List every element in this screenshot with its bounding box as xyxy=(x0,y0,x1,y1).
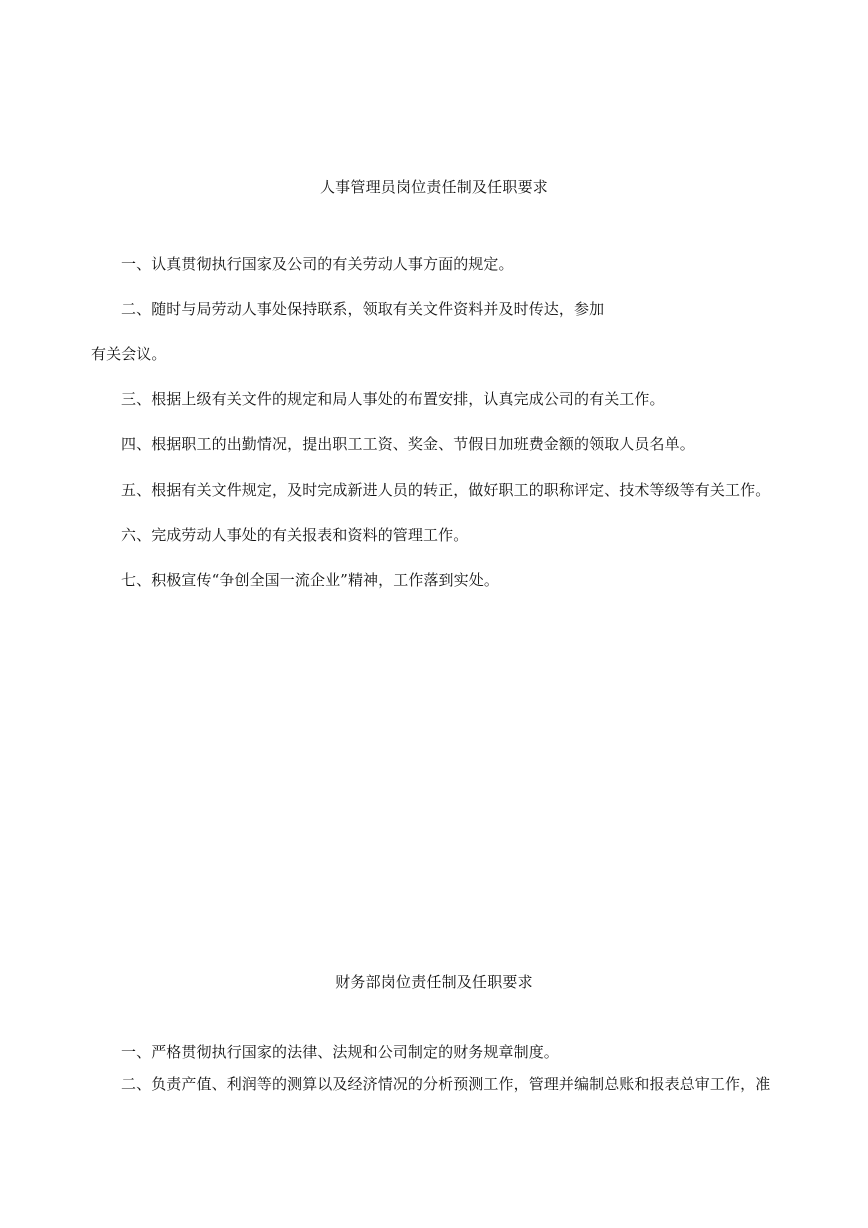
section1-title: 人事管理员岗位责任制及任职要求 xyxy=(319,178,548,196)
section1-item-4: 四、根据职工的出勤情况，提出职工工资、奖金、节假日加班费金额的领取人员名单。 xyxy=(121,435,695,453)
section1-item-3: 三、根据上级有关文件的规定和局人事处的布置安排，认真完成公司的有关工作。 xyxy=(121,390,665,408)
section1-item-7: 七、积极宣传“争创全国一流企业”精神，工作落到实处。 xyxy=(121,571,499,589)
section1-item-6: 六、完成劳动人事处的有关报表和资料的管理工作。 xyxy=(121,526,469,544)
section2-title: 财务部岗位责任制及任职要求 xyxy=(335,973,533,991)
section2-item-2: 二、负责产值、利润等的测算以及经济情况的分析预测工作，管理并编制总账和报表总审工作，准 xyxy=(121,1075,771,1093)
section1-item-2-continued: 有关会议。 xyxy=(91,345,167,363)
section1-item-1: 一、认真贯彻执行国家及公司的有关劳动人事方面的规定。 xyxy=(121,255,514,273)
section2-item-1: 一、严格贯彻执行国家的法律、法规和公司制定的财务规章制度。 xyxy=(121,1043,559,1061)
section1-item-5: 五、根据有关文件规定，及时完成新进人员的转正，做好职工的职称评定、技术等级等有关工作。 xyxy=(121,481,771,499)
section1-item-2: 二、随时与局劳动人事处保持联系，领取有关文件资料并及时传达，参加 xyxy=(121,300,605,318)
